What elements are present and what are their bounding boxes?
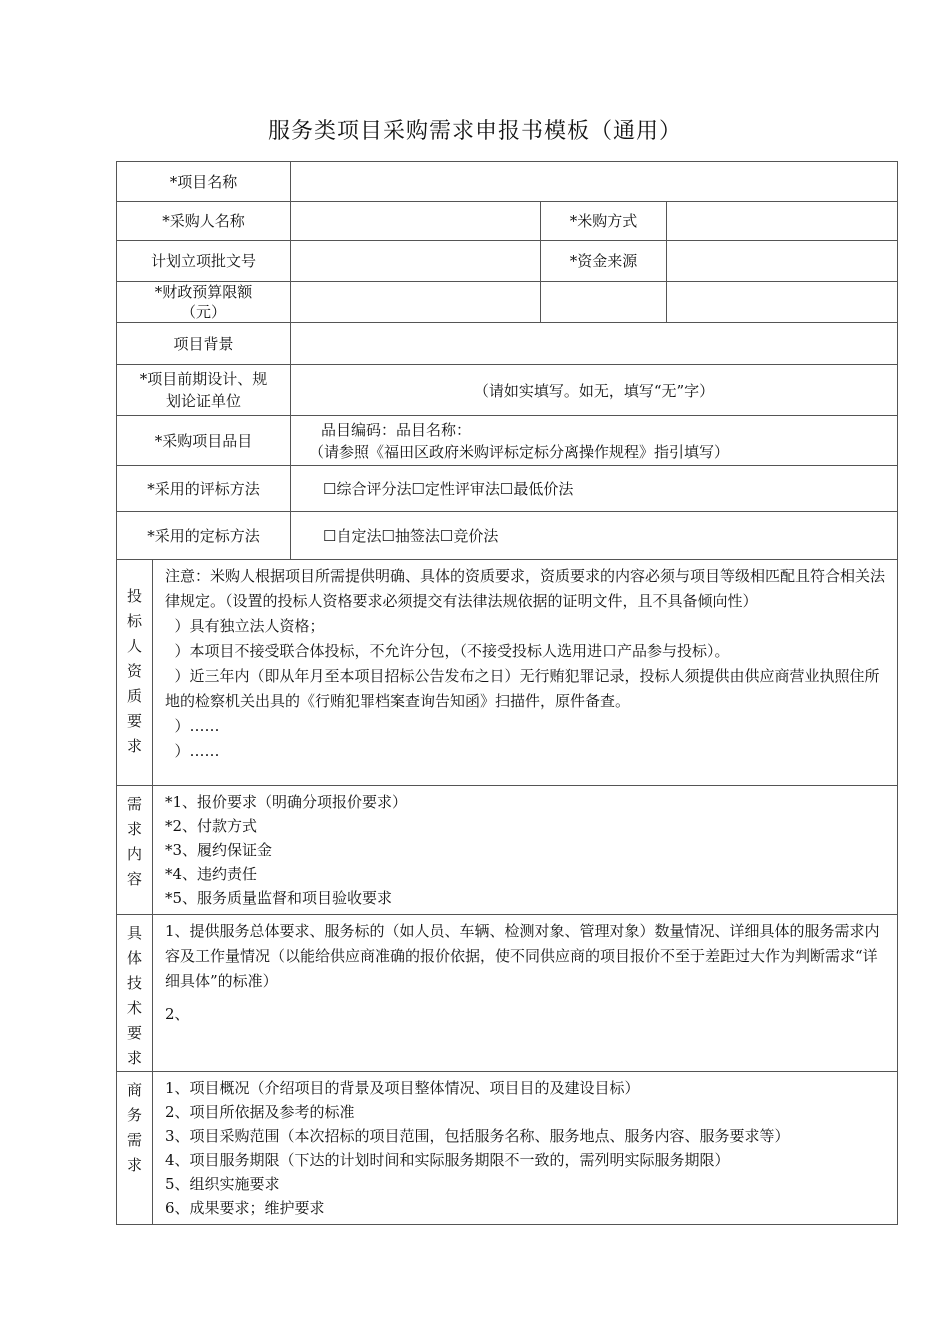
- row-technical: [117, 915, 898, 1072]
- label-char: 技: [126, 974, 142, 992]
- bidder-item: ）近三年内（即从年月至本项目招标公告发布之日）无行贿犯罪记录，投标人须提供由供应商营业执照住所地的检察机关出具的《行贿犯罪档案查询告知函》扫描件，原件备查。: [165, 667, 880, 710]
- fund-label: *资金来源: [541, 241, 667, 282]
- label-char: 投: [126, 587, 142, 605]
- demand-label: [117, 786, 153, 915]
- project-name-field[interactable]: [291, 162, 898, 202]
- business-item: 6、成果要求；维护要求: [165, 1199, 325, 1217]
- design-unit-label: [117, 365, 291, 416]
- business-item: 4、项目服务期限（下达的计划时间和实际服务期限不一致的，需列明实际服务期限）: [165, 1151, 730, 1169]
- row-budget: [117, 282, 898, 323]
- label-char: 求: [126, 1049, 142, 1067]
- item-code-line: 品目编码：品目名称：: [321, 420, 472, 439]
- budget-label-line1: *财政预算限额: [154, 283, 253, 301]
- design-unit-note[interactable]: （请如实填写。如无，填写“无”字）: [291, 365, 898, 416]
- label-char: 需: [126, 1131, 142, 1149]
- technical-content[interactable]: [153, 915, 898, 1072]
- row-project-name: [117, 162, 898, 202]
- demand-item: *2、付款方式: [165, 817, 258, 835]
- fund-field[interactable]: [667, 241, 898, 282]
- label-char: 内: [126, 845, 142, 863]
- demand-item: *3、履约保证金: [165, 841, 273, 859]
- label-char: 容: [126, 870, 142, 888]
- budget-label: [117, 282, 291, 323]
- background-field[interactable]: [291, 323, 898, 365]
- item-label: *采购项目品目: [117, 416, 291, 466]
- row-approval: [117, 241, 898, 282]
- row-purchaser: [117, 202, 898, 241]
- label-char: 商: [126, 1081, 142, 1099]
- budget-extra-cell-2[interactable]: [667, 282, 898, 323]
- eval-method-label: *采用的评标方法: [117, 466, 291, 512]
- bidder-qualification-label: [117, 560, 153, 786]
- business-item: 5、组织实施要求: [165, 1175, 280, 1193]
- design-unit-label-line1: *项目前期设计、规: [139, 370, 268, 388]
- label-char: 求: [126, 1156, 142, 1174]
- label-char: 资: [126, 662, 142, 680]
- background-label: 项目背景: [117, 323, 291, 365]
- demand-content[interactable]: [153, 786, 898, 915]
- item-field[interactable]: [291, 416, 898, 466]
- label-char: 具: [126, 924, 142, 942]
- method-label: *米购方式: [541, 202, 667, 241]
- bidder-item: ）本项目不接受联合体投标，不允许分包，（不接受投标人选用进口产品参与投标）。: [165, 642, 730, 660]
- approval-field[interactable]: [291, 241, 541, 282]
- award-method-label: *采用的定标方法: [117, 512, 291, 560]
- item-guide-line: （请参照《福田区政府米购评标定标分离操作规程》指引填写）: [309, 442, 730, 461]
- label-char: 人: [126, 637, 142, 655]
- budget-field[interactable]: [291, 282, 541, 323]
- row-bidder-qualification: [117, 560, 898, 786]
- business-item: 1、项目概况（介绍项目的背景及项目整体情况、项目目的及建设目标）: [165, 1079, 640, 1097]
- method-field[interactable]: [667, 202, 898, 241]
- award-method-options[interactable]: ☐自定法☐抽签法☐竞价法: [291, 512, 898, 560]
- design-unit-label-line2: 划论证单位: [166, 392, 242, 410]
- label-char: 求: [126, 737, 142, 755]
- label-char: 体: [126, 949, 142, 967]
- bidder-item: ）具有独立法人资格；: [165, 617, 325, 635]
- budget-extra-cell-1[interactable]: [541, 282, 667, 323]
- technical-item: 2、: [165, 1005, 190, 1023]
- purchaser-field[interactable]: [291, 202, 541, 241]
- label-char: 要: [126, 1024, 142, 1042]
- row-business: [117, 1072, 898, 1225]
- budget-label-line2: （元）: [181, 303, 227, 321]
- technical-label: [117, 915, 153, 1072]
- row-procurement-item: [117, 416, 898, 466]
- business-item: 2、项目所依据及参考的标准: [165, 1103, 355, 1121]
- bidder-note: 注意：米购人根据项目所需提供明确、具体的资质要求，资质要求的内容必须与项目等级相匹配且符合相关法律规定。（设置的投标人资格要求必须提交有法律法规依据的证明文件，且不具备倾向性）: [165, 567, 886, 610]
- row-award-method: [117, 512, 898, 560]
- project-name-label: *项目名称: [117, 162, 291, 202]
- label-char: 求: [126, 820, 142, 838]
- approval-label: 计划立项批文号: [117, 241, 291, 282]
- bidder-item: ）……: [165, 742, 220, 760]
- technical-item: 1、提供服务总体要求、服务标的（如人员、车辆、检测对象、管理对象）数量情况、详细具体的服务需求内容及工作量情况（以能给供应商准确的报价依据，使不同供应商的项目报价不至于差距过大作为判断需求“详细具体”的标准）: [165, 922, 880, 990]
- row-eval-method: [117, 466, 898, 512]
- requirement-form-table: [116, 161, 898, 1225]
- document-title: 服务类项目采购需求申报书模板（通用）: [267, 119, 682, 144]
- demand-item: *1、报价要求（明确分项报价要求）: [165, 793, 408, 811]
- label-char: 质: [126, 687, 142, 705]
- demand-item: *5、服务质量监督和项目验收要求: [165, 889, 393, 907]
- purchaser-label: *采购人名称: [117, 202, 291, 241]
- row-demand: [117, 786, 898, 915]
- bidder-item: ）……: [165, 717, 220, 735]
- label-char: 要: [126, 712, 142, 730]
- business-label: [117, 1072, 153, 1225]
- eval-method-options[interactable]: ☐综合评分法☐定性评审法☐最低价法: [291, 466, 898, 512]
- label-char: 标: [126, 612, 142, 630]
- label-char: 务: [126, 1106, 142, 1124]
- bidder-qualification-content[interactable]: [153, 560, 898, 786]
- row-background: [117, 323, 898, 365]
- label-char: 术: [126, 999, 142, 1017]
- label-char: 需: [126, 795, 142, 813]
- business-item: 3、项目采购范围（本次招标的项目范围，包括服务名称、服务地点、服务内容、服务要求等）: [165, 1127, 790, 1145]
- row-design-unit: [117, 365, 898, 416]
- demand-item: *4、违约责任: [165, 865, 258, 883]
- business-content[interactable]: [153, 1072, 898, 1225]
